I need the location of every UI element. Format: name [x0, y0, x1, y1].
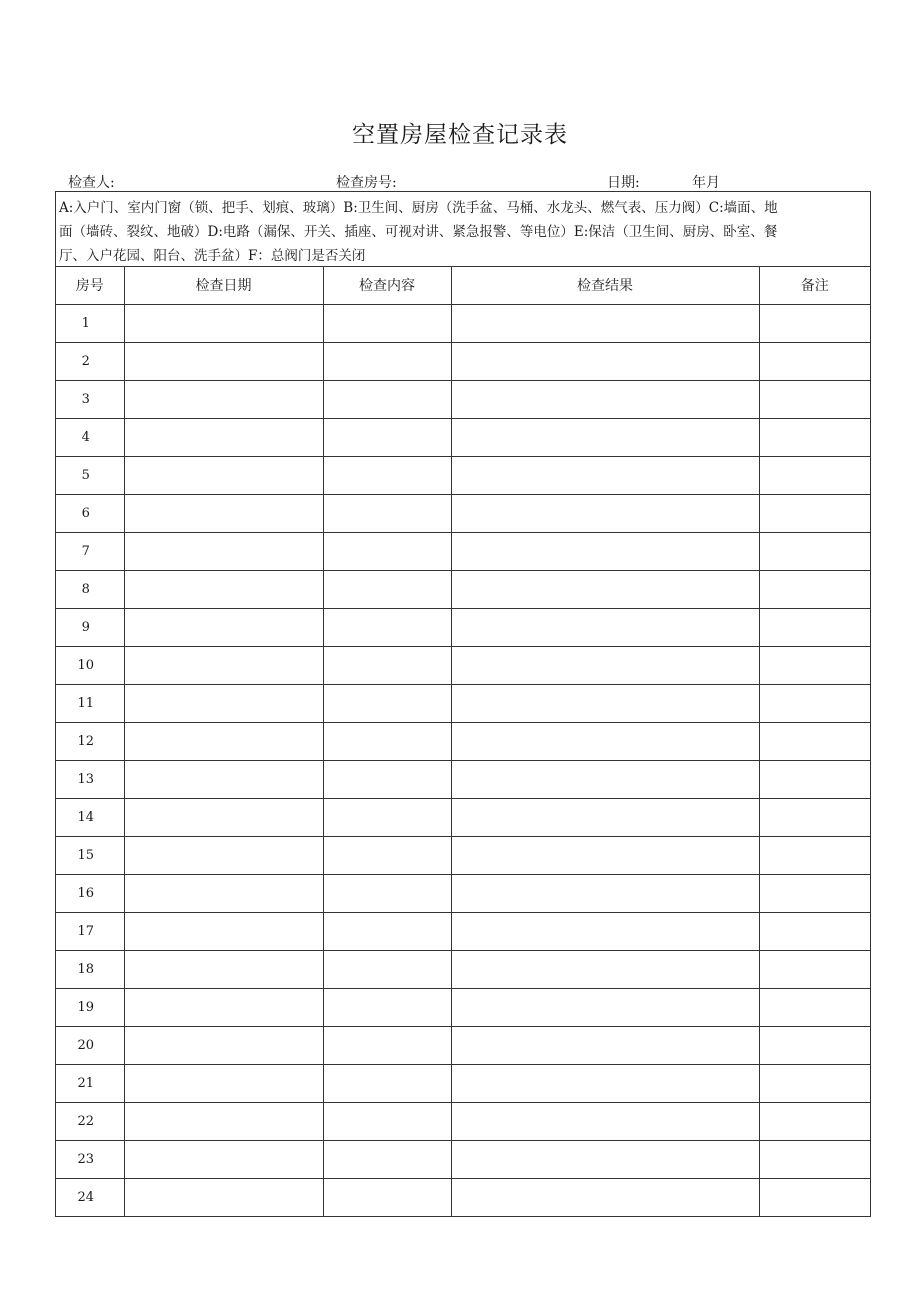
result-cell[interactable]	[451, 684, 759, 722]
date-cell[interactable]	[124, 722, 323, 760]
date-cell[interactable]	[124, 988, 323, 1026]
content-cell[interactable]	[323, 912, 451, 950]
row-number-cell: 23	[56, 1140, 124, 1178]
table-row	[56, 722, 870, 760]
remarks-cell[interactable]	[759, 570, 870, 608]
date-cell[interactable]	[124, 836, 323, 874]
result-cell[interactable]	[451, 532, 759, 570]
table-row	[56, 1064, 870, 1102]
remarks-cell[interactable]	[759, 494, 870, 532]
table-row	[56, 418, 870, 456]
result-cell[interactable]	[451, 950, 759, 988]
content-cell[interactable]	[323, 342, 451, 380]
date-cell[interactable]	[124, 418, 323, 456]
table-row	[56, 1026, 870, 1064]
date-cell[interactable]	[124, 646, 323, 684]
remarks-cell[interactable]	[759, 456, 870, 494]
row-number-cell: 14	[56, 798, 124, 836]
content-cell[interactable]	[323, 722, 451, 760]
row-number-cell: 24	[56, 1178, 124, 1216]
date-cell[interactable]	[124, 342, 323, 380]
result-cell[interactable]	[451, 874, 759, 912]
row-number-cell: 19	[56, 988, 124, 1026]
result-cell[interactable]	[451, 1140, 759, 1178]
date-cell[interactable]	[124, 456, 323, 494]
remarks-cell[interactable]	[759, 836, 870, 874]
date-cell[interactable]	[124, 1064, 323, 1102]
remarks-cell[interactable]	[759, 1178, 870, 1216]
date-cell[interactable]	[124, 570, 323, 608]
table-row	[56, 1102, 870, 1140]
date-cell[interactable]	[124, 532, 323, 570]
date-cell[interactable]	[124, 874, 323, 912]
date-cell[interactable]	[124, 304, 323, 342]
row-number-cell: 22	[56, 1102, 124, 1140]
room-number-label: 检查房号:	[336, 175, 397, 191]
remarks-cell[interactable]	[759, 608, 870, 646]
content-cell[interactable]	[323, 380, 451, 418]
table-row	[56, 342, 870, 380]
table-row	[56, 494, 870, 532]
inspector-label: 检查人:	[68, 175, 115, 191]
row-number-cell: 13	[56, 760, 124, 798]
result-cell[interactable]	[451, 1102, 759, 1140]
date-cell[interactable]	[124, 608, 323, 646]
content-cell[interactable]	[323, 532, 451, 570]
row-number-cell: 17	[56, 912, 124, 950]
row-number-cell: 7	[56, 532, 124, 570]
remarks-cell[interactable]	[759, 304, 870, 342]
content-cell[interactable]	[323, 494, 451, 532]
remarks-cell[interactable]	[759, 760, 870, 798]
content-cell[interactable]	[323, 456, 451, 494]
header-inspection-content: 检查内容	[323, 267, 451, 304]
row-number-cell: 21	[56, 1064, 124, 1102]
date-cell[interactable]	[124, 1102, 323, 1140]
date-cell[interactable]	[124, 1140, 323, 1178]
result-cell[interactable]	[451, 380, 759, 418]
content-cell[interactable]	[323, 570, 451, 608]
content-cell[interactable]	[323, 798, 451, 836]
date-cell[interactable]	[124, 798, 323, 836]
result-cell[interactable]	[451, 608, 759, 646]
table-row	[56, 988, 870, 1026]
remarks-cell[interactable]	[759, 874, 870, 912]
remarks-cell[interactable]	[759, 988, 870, 1026]
content-cell[interactable]	[323, 608, 451, 646]
result-cell[interactable]	[451, 1026, 759, 1064]
remarks-cell[interactable]	[759, 912, 870, 950]
table-row	[56, 684, 870, 722]
table-row	[56, 608, 870, 646]
content-cell[interactable]	[323, 418, 451, 456]
row-number-cell: 18	[56, 950, 124, 988]
date-cell[interactable]	[124, 684, 323, 722]
date-cell[interactable]	[124, 1026, 323, 1064]
date-cell[interactable]	[124, 494, 323, 532]
content-cell[interactable]	[323, 1102, 451, 1140]
legend-line-2: 面（墙砖、裂纹、地破）D:电路（漏保、开关、插座、可视对讲、紧急报警、等电位）E:保洁（卫生间、厨房、卧室、餐	[59, 224, 778, 240]
row-number-cell: 2	[56, 342, 124, 380]
date-cell[interactable]	[124, 1178, 323, 1216]
table-row	[56, 760, 870, 798]
date-cell[interactable]	[124, 950, 323, 988]
result-cell[interactable]	[451, 836, 759, 874]
content-cell[interactable]	[323, 836, 451, 874]
content-cell[interactable]	[323, 760, 451, 798]
row-number-cell: 11	[56, 684, 124, 722]
remarks-cell[interactable]	[759, 532, 870, 570]
table-row	[56, 1178, 870, 1216]
header-room-number: 房号	[56, 267, 124, 304]
row-number-cell: 15	[56, 836, 124, 874]
remarks-cell[interactable]	[759, 380, 870, 418]
row-number-cell: 20	[56, 1026, 124, 1064]
result-cell[interactable]	[451, 988, 759, 1026]
remarks-cell[interactable]	[759, 684, 870, 722]
table-header-row	[56, 267, 870, 304]
remarks-cell[interactable]	[759, 1102, 870, 1140]
table-row	[56, 950, 870, 988]
remarks-cell[interactable]	[759, 342, 870, 380]
content-cell[interactable]	[323, 684, 451, 722]
result-cell[interactable]	[451, 494, 759, 532]
table-row	[56, 646, 870, 684]
header-inspection-result: 检查结果	[451, 267, 759, 304]
table-row	[56, 874, 870, 912]
table-row	[56, 456, 870, 494]
date-cell[interactable]	[124, 380, 323, 418]
content-cell[interactable]	[323, 1026, 451, 1064]
table-row	[56, 304, 870, 342]
row-number-cell: 8	[56, 570, 124, 608]
table-row	[56, 912, 870, 950]
content-cell[interactable]	[323, 304, 451, 342]
row-number-cell: 4	[56, 418, 124, 456]
content-cell[interactable]	[323, 646, 451, 684]
result-cell[interactable]	[451, 418, 759, 456]
inspection-sheet	[55, 191, 871, 1217]
result-cell[interactable]	[451, 760, 759, 798]
row-number-cell: 1	[56, 304, 124, 342]
result-cell[interactable]	[451, 570, 759, 608]
remarks-cell[interactable]	[759, 1064, 870, 1102]
result-cell[interactable]	[451, 456, 759, 494]
result-cell[interactable]	[451, 1178, 759, 1216]
content-cell[interactable]	[323, 1140, 451, 1178]
row-number-cell: 5	[56, 456, 124, 494]
content-cell[interactable]	[323, 950, 451, 988]
remarks-cell[interactable]	[759, 798, 870, 836]
content-cell[interactable]	[323, 874, 451, 912]
legend-line-3: 厅、入户花园、阳台、洗手盆）F：总阀门是否关闭	[59, 248, 366, 264]
result-cell[interactable]	[451, 912, 759, 950]
result-cell[interactable]	[451, 304, 759, 342]
table-row	[56, 798, 870, 836]
row-number-cell: 10	[56, 646, 124, 684]
header-remarks: 备注	[759, 267, 870, 304]
table-row	[56, 570, 870, 608]
result-cell[interactable]	[451, 646, 759, 684]
table-row	[56, 380, 870, 418]
content-cell[interactable]	[323, 1064, 451, 1102]
date-cell[interactable]	[124, 760, 323, 798]
date-units: 年月	[692, 175, 720, 191]
table-row	[56, 532, 870, 570]
header-inspection-date: 检查日期	[124, 267, 323, 304]
content-cell[interactable]	[323, 988, 451, 1026]
remarks-cell[interactable]	[759, 646, 870, 684]
result-cell[interactable]	[451, 722, 759, 760]
remarks-cell[interactable]	[759, 950, 870, 988]
row-number-cell: 16	[56, 874, 124, 912]
remarks-cell[interactable]	[759, 418, 870, 456]
result-cell[interactable]	[451, 342, 759, 380]
result-cell[interactable]	[451, 1064, 759, 1102]
row-number-cell: 6	[56, 494, 124, 532]
date-cell[interactable]	[124, 912, 323, 950]
remarks-cell[interactable]	[759, 1140, 870, 1178]
result-cell[interactable]	[451, 798, 759, 836]
row-number-cell: 3	[56, 380, 124, 418]
remarks-cell[interactable]	[759, 722, 870, 760]
row-number-cell: 12	[56, 722, 124, 760]
page-title: 空置房屋检查记录表	[352, 122, 568, 148]
date-label: 日期:	[607, 175, 640, 191]
legend-line-1: A:入户门、室内门窗（锁、把手、划痕、玻璃）B:卫生间、厨房（洗手盆、马桶、水龙头、燃气表、压力阀）C:墙面、地	[59, 200, 778, 216]
remarks-cell[interactable]	[759, 1026, 870, 1064]
inspection-legend	[56, 192, 870, 267]
content-cell[interactable]	[323, 1178, 451, 1216]
inspection-table	[56, 267, 870, 1216]
row-number-cell: 9	[56, 608, 124, 646]
table-row	[56, 1140, 870, 1178]
table-row	[56, 836, 870, 874]
